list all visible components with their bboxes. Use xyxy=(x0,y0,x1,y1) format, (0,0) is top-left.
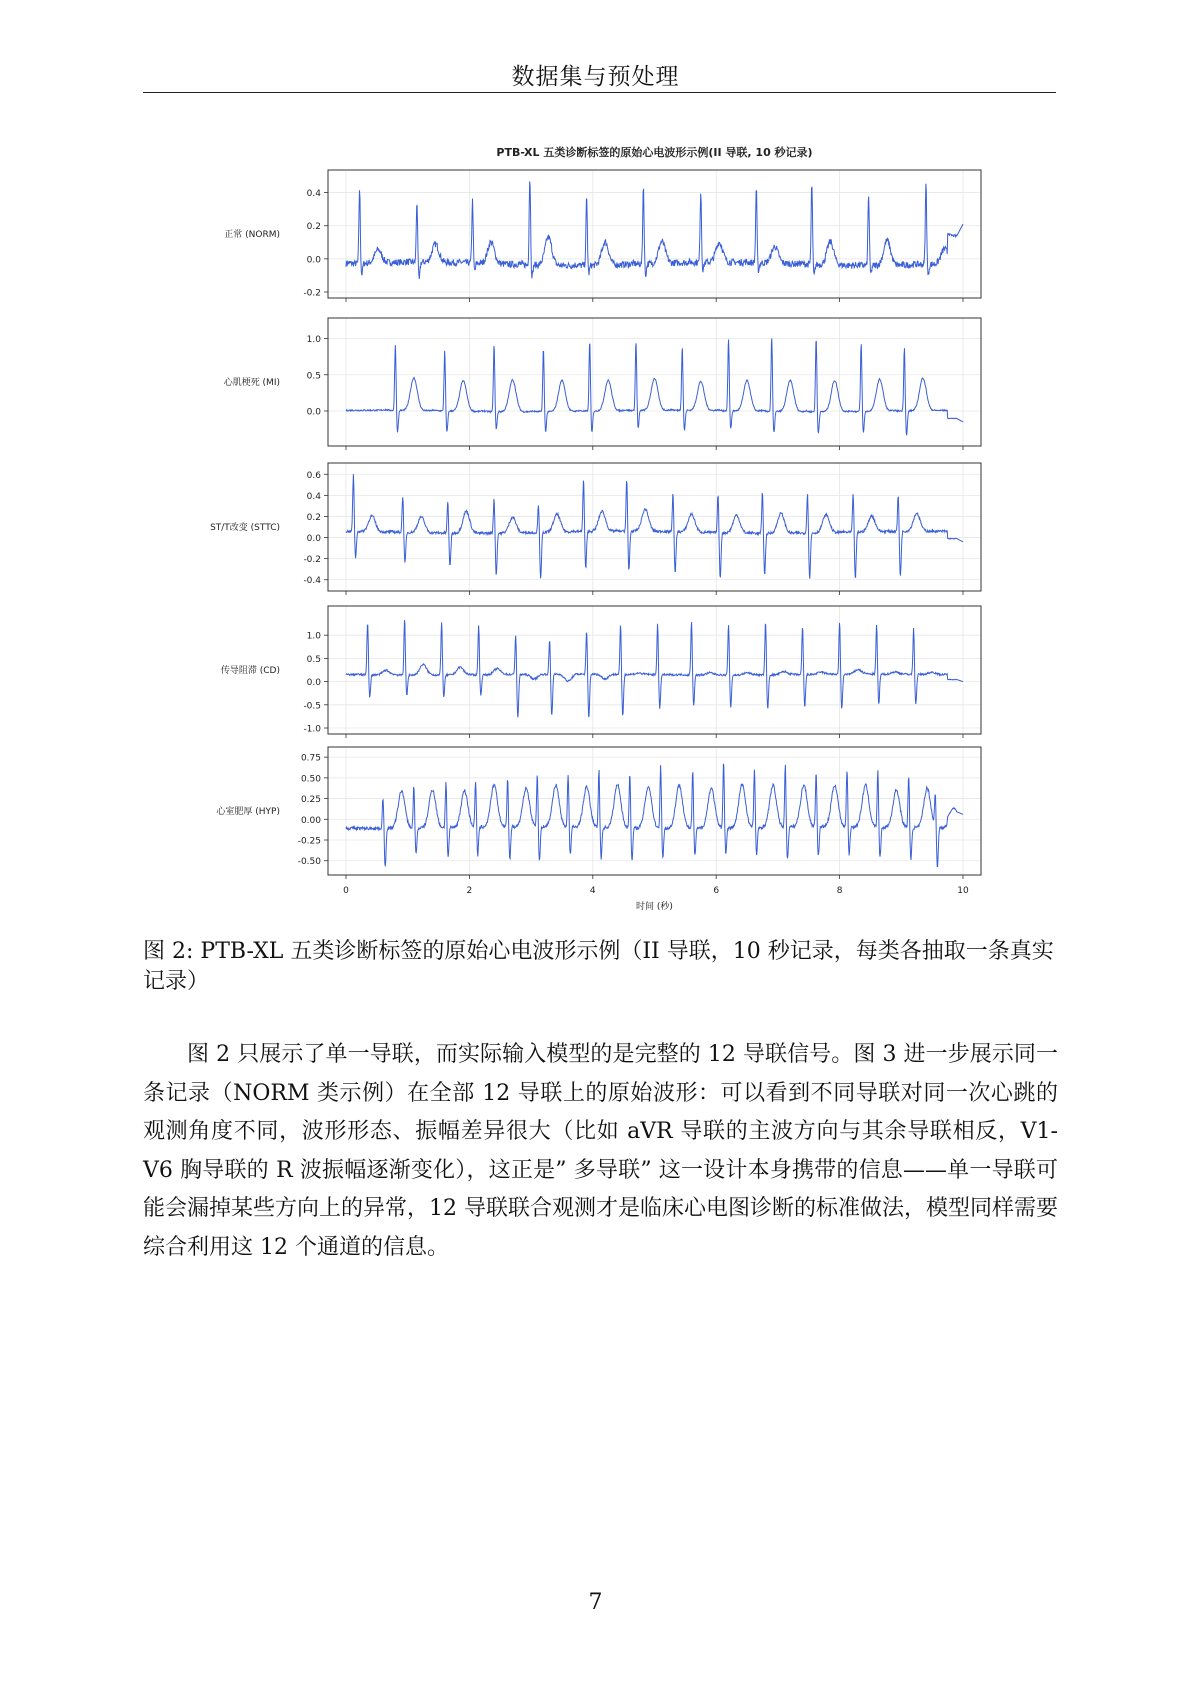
panel-ylabel: 心室肥厚 (HYP) xyxy=(216,807,280,817)
y-tick-label: 0.6 xyxy=(306,470,321,481)
y-tick-label: -0.5 xyxy=(303,701,321,712)
y-tick-label: -0.2 xyxy=(303,555,321,566)
y-tick-label: 1.0 xyxy=(306,631,321,642)
panel-frame xyxy=(328,318,981,446)
ecg-trace xyxy=(346,338,963,435)
x-tick-label: 6 xyxy=(713,886,720,896)
y-tick-label: 0.50 xyxy=(300,774,321,785)
y-tick-label: 0.5 xyxy=(306,654,321,665)
y-tick-label: 0.25 xyxy=(300,795,321,806)
y-tick-label: 0.0 xyxy=(306,678,321,689)
chart-title: PTB-XL 五类诊断标签的原始心电波形示例(II 导联, 10 秒记录) xyxy=(496,146,813,159)
x-tick-label: 2 xyxy=(466,886,473,896)
header-rule xyxy=(143,92,1056,93)
y-tick-label: 0.5 xyxy=(306,371,321,382)
body-paragraph: 图 2 只展示了单一导联，而实际输入模型的是完整的 12 导联信号。图 3 进一步展示同一条记录（NORM 类示例）在全部 12 导联上的原始波形：可以看到不同导联对同一次心跳的观测角度不同，波形形态、振幅差异很大（比如 aVR 导联的主波方向与其余导联相反，V1-V6 胸导联的 R 波振幅逐渐变化），这正是” 多导联” 这一设计本身携带的信息——单一导联可能会漏掉某些方向上的异常，12 导联联合观测才是临床心电图诊断的标准做法，模型同样需要综合利用这 12 个通道的信息。 xyxy=(143,1042,1058,1260)
y-tick-label: 0.00 xyxy=(300,815,321,826)
y-tick-label: 0.2 xyxy=(306,512,321,523)
y-tick-label: 0.4 xyxy=(306,491,321,502)
x-tick-label: 10 xyxy=(957,886,969,896)
ecg-trace xyxy=(346,474,963,579)
x-tick-label: 4 xyxy=(589,886,596,896)
y-tick-label: 0.0 xyxy=(306,534,321,545)
y-tick-label: 0.4 xyxy=(306,189,321,200)
ecg-chart xyxy=(205,140,1005,910)
x-tick-label: 8 xyxy=(836,886,843,896)
page-number: 7 xyxy=(588,1590,603,1615)
ecg-trace xyxy=(346,181,963,279)
panel-ylabel: 心肌梗死 (MI) xyxy=(223,378,280,388)
x-tick-label: 0 xyxy=(343,886,349,896)
panel-ylabel: 正常 (NORM) xyxy=(224,230,280,240)
panel-ylabel: ST/T改变 (STTC) xyxy=(210,523,280,533)
x-axis-label: 时间 (秒) xyxy=(636,902,673,910)
running-head: 数据集与预处理 xyxy=(511,64,680,90)
y-tick-label: 0.2 xyxy=(306,222,321,233)
ecg-figure xyxy=(205,140,1005,910)
y-tick-label: -1.0 xyxy=(303,724,321,735)
y-tick-label: -0.25 xyxy=(297,836,321,847)
panel-frame xyxy=(328,606,981,734)
panel-frame xyxy=(328,747,981,875)
y-tick-label: -0.2 xyxy=(303,288,321,299)
y-tick-label: -0.50 xyxy=(297,857,321,868)
panel-ylabel: 传导阻滞 (CD) xyxy=(220,666,280,676)
panel-frame xyxy=(328,170,981,298)
y-tick-label: 1.0 xyxy=(306,335,321,345)
ecg-trace xyxy=(346,764,963,867)
figure-caption: 图 2: PTB-XL 五类诊断标签的原始心电波形示例（II 导联，10 秒记录，每类各抽取一条真实记录） xyxy=(143,939,1054,994)
y-tick-label: 0.75 xyxy=(300,753,321,764)
ecg-trace xyxy=(346,620,963,717)
y-tick-label: -0.4 xyxy=(303,576,321,587)
y-tick-label: 0.0 xyxy=(306,255,321,266)
y-tick-label: 0.0 xyxy=(306,407,321,418)
